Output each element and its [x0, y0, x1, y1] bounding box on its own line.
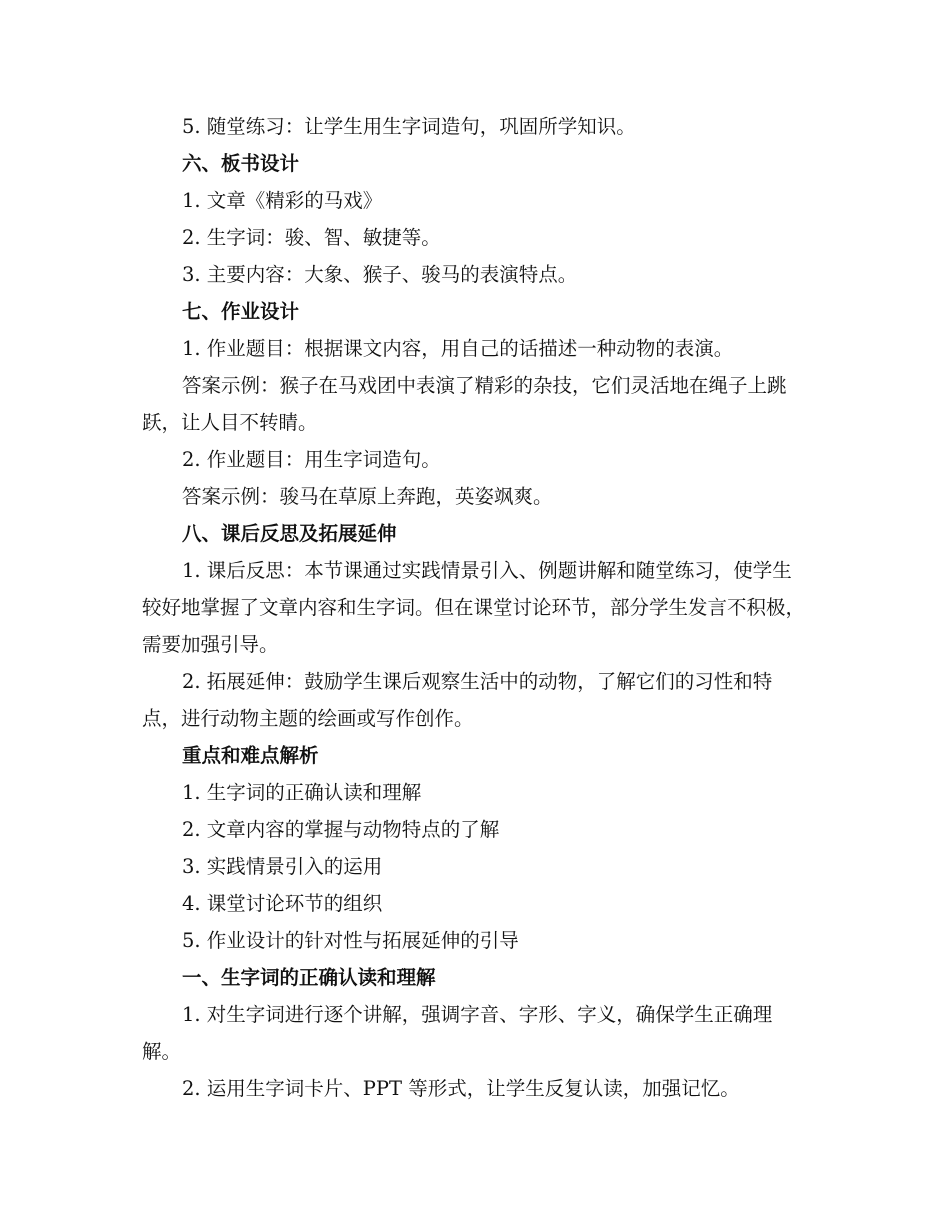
paragraph-homework-1: 1. 作业题目：根据课文内容，用自己的话描述一种动物的表演。: [182, 337, 734, 360]
paragraph-answer-2: 答案示例：骏马在草原上奔跑，英姿飒爽。: [182, 485, 553, 508]
document-page: [142, 108, 808, 1107]
paragraph-key-1: 1. 生字词的正确认读和理解: [182, 781, 422, 804]
paragraph-board-1: 1. 文章《精彩的马戏》: [182, 189, 383, 212]
paragraph-homework-2: 2. 作业题目：用生字词造句。: [182, 448, 441, 471]
paragraph-practice: 5. 随堂练习：让学生用生字词造句，巩固所学知识。: [182, 115, 636, 138]
heading-reflection: 八、课后反思及拓展延伸: [182, 522, 397, 545]
heading-board-design: 六、板书设计: [182, 152, 300, 175]
paragraph-key-4: 4. 课堂讨论环节的组织: [182, 892, 383, 915]
paragraph-key-3: 3. 实践情景引入的运用: [182, 855, 383, 878]
heading-key-points: 重点和难点解析: [182, 744, 319, 767]
paragraph-extension: 2. 拓展延伸：鼓励学生课后观察生活中的动物，了解它们的习性和特点，进行动物主题的绘画或写作创作。: [142, 670, 773, 730]
paragraph-key-2: 2. 文章内容的掌握与动物特点的了解: [182, 818, 500, 841]
paragraph-key-5: 5. 作业设计的针对性与拓展延伸的引导: [182, 929, 519, 952]
heading-homework: 七、作业设计: [182, 300, 300, 323]
heading-vocabulary: 一、生字词的正确认读和理解: [182, 966, 436, 989]
paragraph-reflection: 1. 课后反思：本节课通过实践情景引入、例题讲解和随堂练习，使学生较好地掌握了文章内容和生字词。但在课堂讨论环节，部分学生发言不积极，需要加强引导。: [142, 559, 806, 656]
paragraph-board-3: 3. 主要内容：大象、猴子、骏马的表演特点。: [182, 263, 578, 286]
paragraph-board-2: 2. 生字词：骏、智、敏捷等。: [182, 226, 441, 249]
paragraph-answer-1: 答案示例：猴子在马戏团中表演了精彩的杂技，它们灵活地在绳子上跳跃，让人目不转睛。: [142, 374, 787, 434]
paragraph-vocab-2: 2. 运用生字词卡片、PPT 等形式，让学生反复认读，加强记忆。: [182, 1077, 740, 1100]
paragraph-vocab-1: 1. 对生字词进行逐个讲解，强调字音、字形、字义，确保学生正确理解。: [142, 1003, 773, 1063]
